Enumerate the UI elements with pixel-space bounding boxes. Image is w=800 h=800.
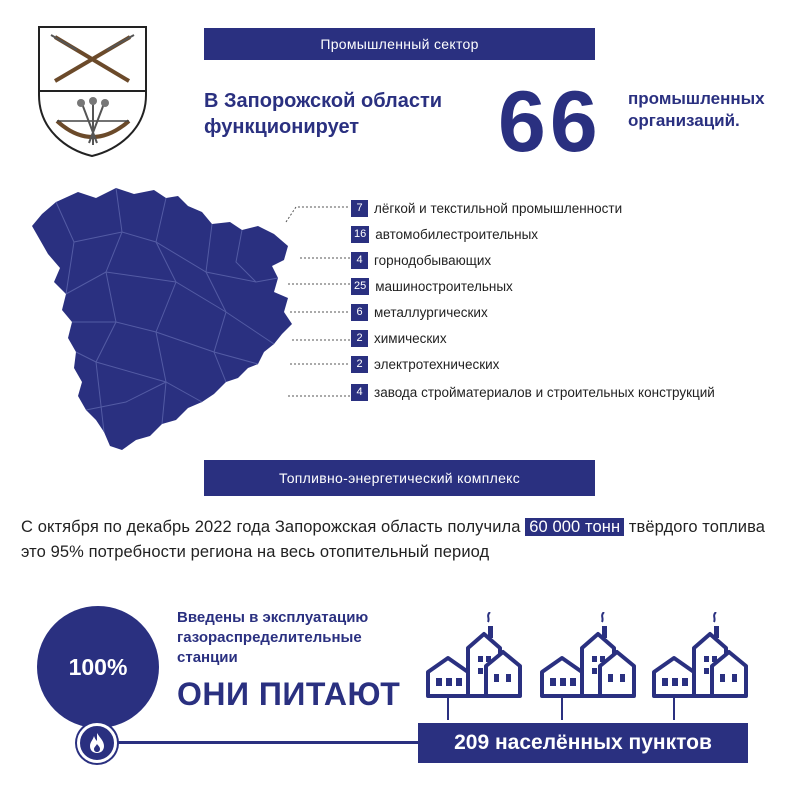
list-item: [351, 250, 491, 270]
list-item: [351, 354, 499, 374]
industry-label: электротехнических: [374, 356, 500, 372]
fuel-highlight: 60 000 тонн: [525, 518, 624, 536]
list-item: [351, 328, 447, 348]
percent-value: 100%: [68, 653, 128, 680]
industry-label: лёгкой и текстильной промышленности: [374, 200, 623, 216]
industry-sector-title: Промышленный сектор: [320, 36, 479, 52]
industry-label: машиностроительных: [375, 278, 513, 294]
flame-icon: [77, 723, 117, 763]
feed-text: ОНИ ПИТАЮТ: [177, 676, 401, 712]
fuel-paragraph: [21, 515, 791, 565]
fuel-text-after: твёрдого топлива это 95% потребности региона на весь отопительный период: [21, 518, 766, 561]
industry-count-badge: 25: [351, 278, 369, 295]
settlements-text: 209 населённых пунктов: [454, 731, 712, 754]
industry-label: химических: [374, 330, 447, 346]
settlements-banner: [418, 723, 748, 763]
list-item: [351, 224, 538, 244]
fuel-energy-title: Топливно-энергетический комплекс: [278, 470, 521, 486]
list-item: [351, 382, 715, 402]
industry-count-badge: 4: [351, 384, 368, 401]
headline: В Запорожской области функционирует: [204, 90, 443, 138]
list-item: [351, 198, 622, 218]
house-icon: [424, 612, 754, 722]
region-map-icon: [26, 182, 296, 454]
list-item: [351, 276, 513, 296]
stations-text: Введены в эксплуатацию газораспределительные станции: [177, 609, 369, 666]
org-count: 66: [498, 74, 602, 170]
list-item: [351, 302, 488, 322]
industry-sector-banner: [204, 28, 595, 60]
fuel-energy-banner: [204, 460, 595, 496]
industry-label: металлургических: [374, 304, 488, 320]
industry-count-badge: 7: [351, 200, 368, 217]
industry-count-badge: 2: [351, 356, 368, 373]
industry-count-badge: 4: [351, 252, 368, 269]
industry-count-badge: 6: [351, 304, 368, 321]
industry-label: автомобилестроительных: [375, 226, 539, 242]
org-label: промышленных организаций.: [628, 89, 765, 130]
fuel-text-before: С октября по декабрь 2022 года Запорожская область получила: [21, 518, 526, 536]
industry-count-badge: 2: [351, 330, 368, 347]
percent-circle: [37, 606, 159, 728]
coat-of-arms-icon: [37, 25, 148, 158]
connector-line: [117, 741, 432, 744]
industry-label: завода стройматериалов и строительных конструкций: [374, 384, 715, 400]
industry-label: горнодобывающих: [374, 252, 492, 268]
industry-count-badge: 16: [351, 226, 369, 243]
